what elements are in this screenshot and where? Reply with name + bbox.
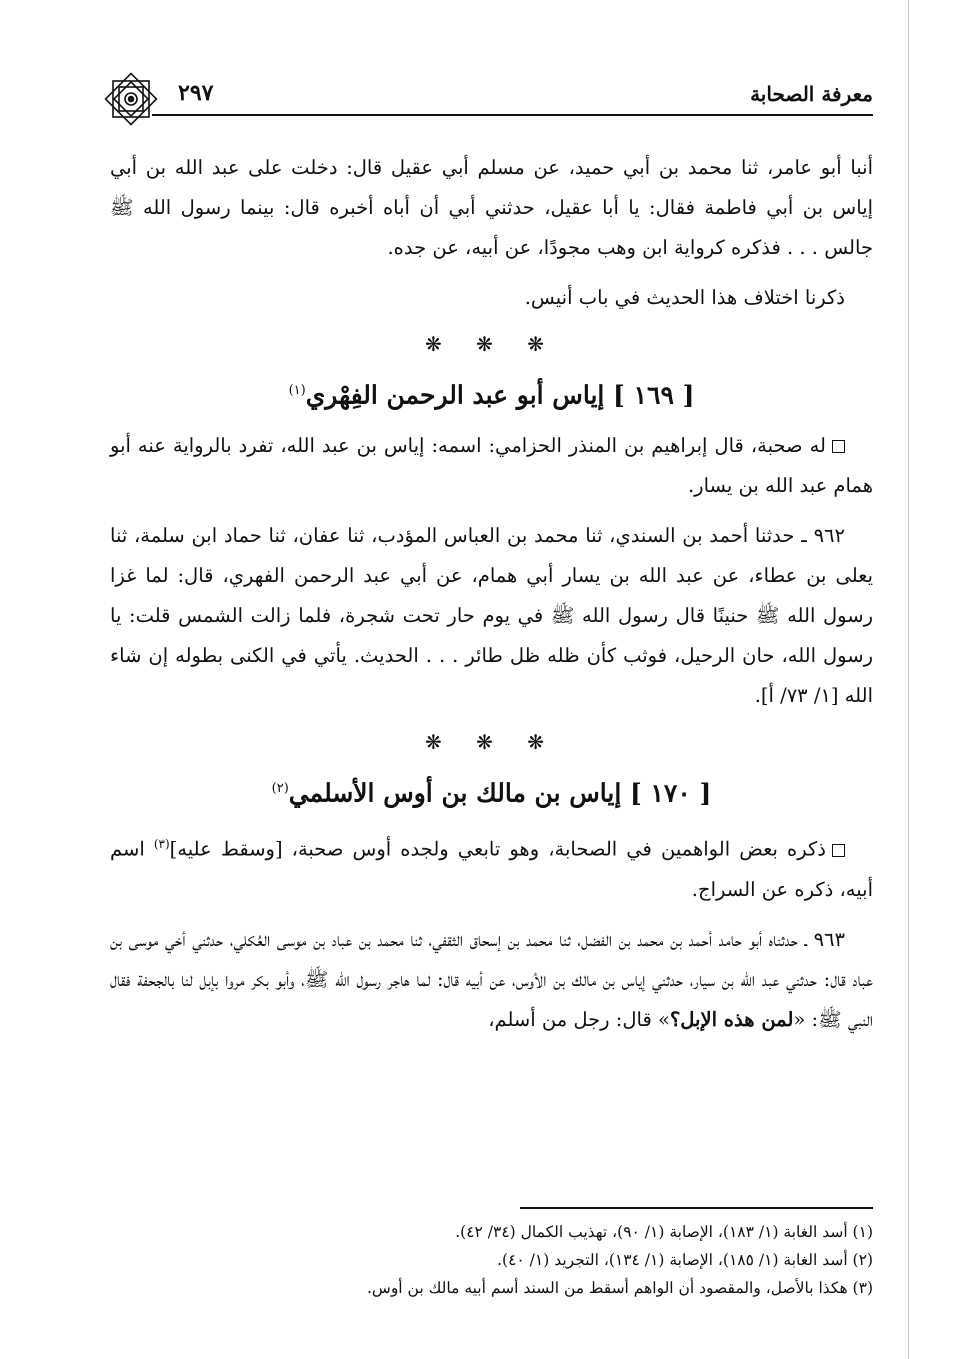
footnote-ref-1: (١) [288, 383, 306, 398]
section-separator-2: ❋ ❋ ❋ [425, 730, 558, 754]
paragraph-5 [110, 824, 873, 910]
footnote-1: (١) أسد الغابة (١/ ١٨٣)، الإصابة (١/ ٩٠)، تهذيب الكمال (٣٤/ ٤٢). [455, 1223, 873, 1241]
hadith-963 [110, 920, 873, 1040]
header-rule [152, 114, 873, 116]
square-bullet-icon [832, 440, 845, 453]
entry-heading-170-text: [ ١٧٠ ] إياس بن مالك بن أوس الأسلمي [288, 778, 712, 808]
paragraph-5-text-b: اسم أبيه، ذكره عن السراج. [110, 837, 873, 901]
octagram-ornament-icon [100, 68, 162, 130]
footnote-2: (٢) أسد الغابة (١/ ١٨٥)، الإصابة (١/ ١٣٤)، التجريد (١/ ٤٠). [497, 1251, 873, 1269]
page-edge-line [908, 0, 909, 1359]
footnote-rule [520, 1207, 873, 1209]
footnote-ref-3: (٣) [153, 837, 170, 851]
paragraph-2: ذكرنا اختلاف هذا الحديث في باب أنيس. [524, 286, 845, 309]
paragraph-5-text-a: ذكره بعض الواهمين في الصحابة، وهو تابعي ولجده أوس صحبة، [وسقط عليه] [169, 837, 826, 861]
page-number: ٢٩٧ [178, 80, 214, 106]
footnotes [110, 1218, 873, 1302]
paragraph-1: أنبا أبو عامر، ثنا محمد بن أبي حميد، عن مسلم أبي عقيل قال: دخلت على عبد الله بن أبي إياس بن أبي فاطمة فقال: يا أبا عقيل، حدثني أبي أن أباه أخبره قال: بينما رسول الله ﷺ جالس . . . فذكره كرواية ابن وهب مجودًا، عن أبيه، عن جده. [110, 156, 873, 259]
hadith-963-quote: لمن هذه الإبل؟ [669, 1007, 794, 1031]
paragraph-3-text: له صحبة، قال إبراهيم بن المنذر الحزامي: اسمه: إياس بن عبد الله، تفرد بالرواية عنه أبو همام عبد الله بن يسار. [110, 434, 873, 497]
hadith-962: ٩٦٢ ـ حدثنا أحمد بن السندي، ثنا محمد بن العباس المؤدب، ثنا عفان، ثنا حماد ابن سلمة، ثنا يعلى بن عطاء، عن عبد الله بن يسار أبي همام، عن أبي عبد الرحمن الفهري، قال: لما غزا رسول الله ﷺ حنينًا قال رسول الله ﷺ في يوم حار تحت شجرة، فلما زالت الشمس قلت: يا رسول الله، حان الرحيل، فوثب كأن ظله ظل طائر . . . الحديث. يأتي في الكنى بطوله إن شاء الله [١/ ٧٣/ أ]. [110, 524, 873, 707]
paragraph-3 [110, 426, 873, 506]
section-separator: ❋ ❋ ❋ [425, 332, 558, 356]
hadith-963-text-a: ٩٦٣ ـ حدثناه أبو حامد أحمد بن محمد بن الفضل، ثنا محمد بن إسحاق الثقفي، ثنا محمد بن عباد بن موسى العُكلي، حدثني أخي موسى بن عباد قال: حدثني عبد الله بن سيار، حدثني إياس بن مالك بن الأوس، عن أبيه قال: لما هاجر رسول الله ﷺ، وأبو بكر مروا بإبل لنا بالجحفة فقال النبي ﷺ: « [110, 927, 873, 1031]
footnote-3: (٣) هكذا بالأصل، والمقصود أن الواهم أسقط من السند أسم أبيه مالك بن أوس. [366, 1279, 873, 1297]
main-text [110, 148, 873, 1040]
square-bullet-icon-2 [832, 844, 845, 857]
entry-heading-169 [110, 368, 873, 414]
entry-heading-169-text: [ ١٦٩ ] إياس أبو عبد الرحمن الفِهْري [305, 380, 695, 410]
footnote-ref-2: (٢) [271, 781, 289, 796]
running-title: معرفة الصحابة [750, 82, 873, 106]
entry-heading-170 [110, 766, 873, 812]
page-header [100, 78, 873, 118]
hadith-963-text-b: » قال: رجل من أسلم، [488, 1007, 670, 1031]
